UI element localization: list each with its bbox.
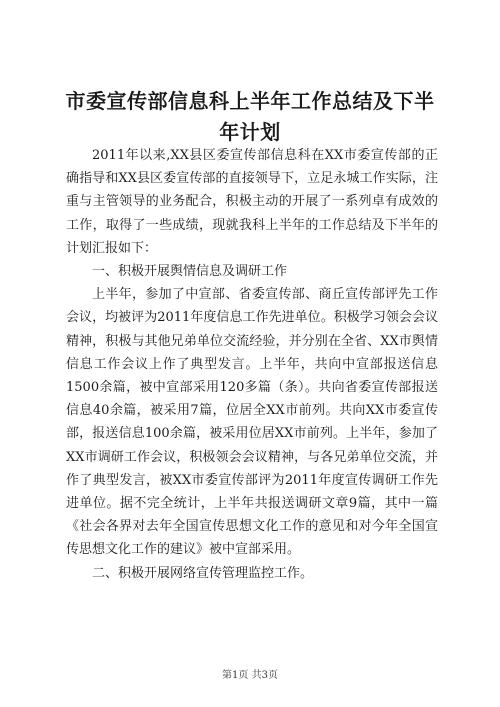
intro-paragraph: 2011年以来,XX县区委宣传部信息科在XX市委宣传部的正确指导和XX县区委宣传部的直接领导下，立足永城工作实际，注重与主管领导的业务配合，积极主动的开展了一系列卓有成效的工作，取得了一些成绩，现就我科上半年的工作总结及下半年的计划汇报如下：	[66, 148, 438, 256]
section-1-paragraph: 上半年，参加了中宣部、省委宣传部、商丘宣传部评先工作会议，均被评为2011年度信息工作先进单位。积极学习领会会议精神，积极与其他兄弟单位交流经验，并分别在全省、XX市舆情信息工作会议上作了典型发言。上半年，共向中宣部报送信息1500余篇，被中宣部采用120多篇（条）。共向省委宣传部报送信息40余篇，被采用7篇，位居全XX市前列。共向XX市委宣传部，报送信息100余篇，被采用位居XX市前列。上半年，参加了XX市调研工作会议，积极领会会议精神，与各兄弟单位交流，并作了典型发言，被XX市委宣传部评为2011年度宣传调研工作先进单位。据不完全统计，上半年共报送调研文章9篇，其中一篇《社会各界对去年全国宣传思想文化工作的意见和对今年全国宣传思想文化工作的建议》被中宣部采用。	[66, 287, 438, 558]
document-title: 市委宣传部信息科上半年工作总结及下半年计划	[65, 89, 435, 144]
page-footer: 第1页 共3页	[222, 670, 278, 681]
section-heading-2: 二、积极开展网络宣传管理监控工作。	[92, 565, 314, 581]
section-heading-1: 一、积极开展舆情信息及调研工作	[92, 264, 288, 280]
document-body	[66, 144, 438, 585]
